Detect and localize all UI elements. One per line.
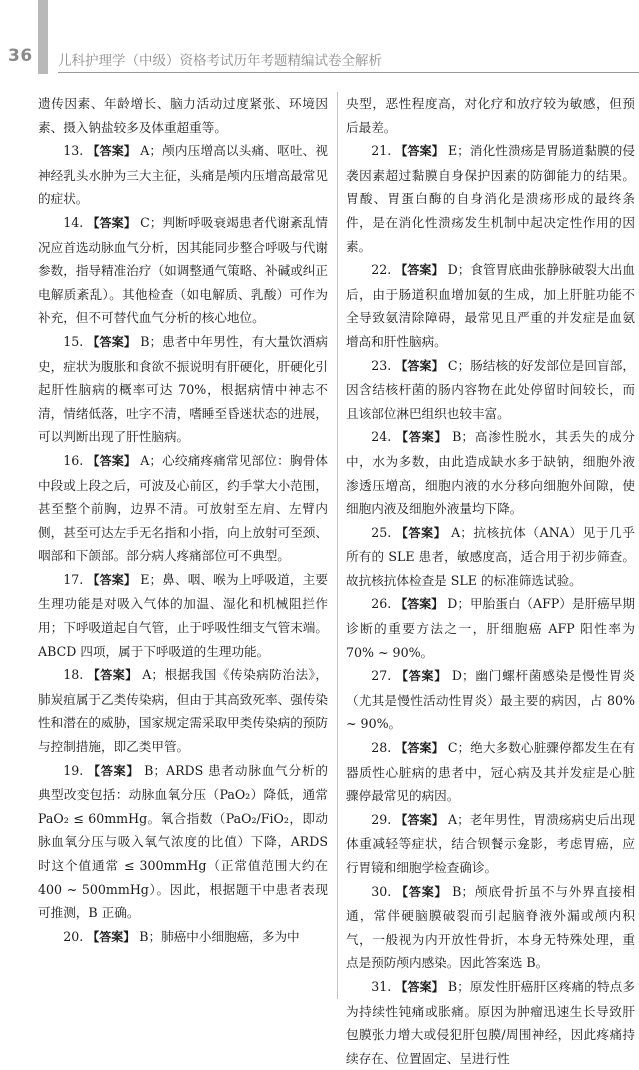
question-number: 24. — [371, 429, 392, 445]
answer-choice: A； — [443, 811, 470, 827]
answer-choice: E； — [136, 571, 163, 587]
answer-label: 【答案】 — [395, 597, 444, 612]
answer-label: 【答案】 — [395, 263, 444, 278]
answer-label: 【答案】 — [87, 144, 137, 159]
column-divider — [337, 92, 338, 999]
right-column — [346, 92, 635, 1066]
answer-label: 【答案】 — [395, 358, 444, 373]
answer-paragraph — [38, 568, 328, 663]
question-number: 15. — [63, 333, 84, 349]
paragraph-text: 心绞痛疼痛常见部位：胸骨体中段或上段之后，可波及心前区，约手掌大小范围，甚至整个前胸，边界不清。可放射至左肩、左臂内侧，甚至可达左手无名指和小指，向上放射可至颈、咽部和下颌部。部分病人疼痛部位可不典型。 — [38, 452, 328, 564]
answer-paragraph — [38, 139, 328, 211]
paragraph-text: 遗传因素、年龄增长、脑力活动过度紧张、环境因素、摄入钠盐较多及体重超重等。 — [38, 96, 328, 135]
answer-paragraph — [38, 925, 328, 950]
continued-paragraph — [38, 92, 328, 139]
answer-paragraph — [38, 330, 328, 449]
answer-paragraph — [346, 592, 635, 664]
paragraph-text: 鼻、咽、喉为上呼吸道，主要生理功能是对吸入气体的加温、湿化和机械阻拦作用；下呼吸道起自气管，止于呼吸性细支气管末端。ABCD 四项，属于下呼吸道的生理功能。 — [38, 571, 328, 659]
answer-paragraph — [346, 808, 635, 880]
paragraph-text: 甲胎蛋白（AFP）是肝癌早期诊断的重要方法之一，肝细胞癌 AFP 阳性率为 70% ~ 90%。 — [346, 596, 635, 660]
page-number: 36 — [8, 46, 33, 66]
question-number: 30. — [371, 883, 392, 899]
answer-label: 【答案】 — [396, 669, 448, 684]
question-number: 31. — [371, 978, 392, 994]
answer-choice: A； — [446, 524, 473, 540]
answer-label: 【答案】 — [395, 812, 444, 827]
answer-paragraph — [346, 425, 635, 520]
answer-choice: B； — [447, 883, 475, 899]
answer-label: 【答案】 — [395, 979, 444, 994]
question-number: 18. — [63, 667, 84, 683]
paragraph-text: 根据我国《传染病防治法》，肺炭疽属于乙类传染病，但由于其高致死率、强传染性和潜在的威胁，国家规定需采取甲类传染病的预防与控制措施，即乙类甲管。 — [38, 667, 328, 755]
answer-choice: D； — [447, 668, 475, 684]
question-number: 26. — [371, 596, 392, 612]
question-number: 13. — [63, 143, 84, 159]
answer-choice: D； — [443, 596, 470, 612]
answer-choice: E； — [443, 143, 470, 159]
header-rule — [58, 72, 639, 73]
book-title: 儿科护理学（中级）资格考试历年考题精编试卷全解析 — [58, 53, 382, 69]
paragraph-text: 绝大多数心脏骤停都发生在有器质性心脏病的患者中，冠心病及其并发症是心脏骤停最常见的病因。 — [346, 740, 635, 804]
question-number: 28. — [371, 740, 392, 756]
answer-paragraph — [38, 663, 328, 758]
answer-label: 【答案】 — [87, 929, 136, 944]
paragraph-text: ARDS 患者动脉血气分析的典型改变包括：动脉血氧分压（PaO₂）降低，通常 PaO₂ ≤ 60mmHg。氧合指数（PaO₂/FiO₂，即动脉血氧分压与吸入氧气浓度的比值）下降，ARDS 时这个值通常 ≤ 300mmHg（正常值范围大约在 400 ~ 500mmHg）。因此，根据题干中患者表现可推测，B 正确。 — [38, 762, 328, 921]
answer-paragraph — [346, 354, 635, 426]
paragraph-text: 患者中年男性，有大量饮酒病史，症状为腹胀和食欲不振说明有肝硬化，肝硬化引起肝性脑病的概率可达 70%，根据病情中神志不清，情绪低落，吐字不清，嗜睡至昏迷状态的进展，可以判断出现了肝性脑病。 — [38, 333, 328, 445]
answer-choice: B； — [447, 429, 475, 445]
paragraph-text: 食管胃底曲张静脉破裂大出血后，由于肠道积血增加氨的生成，加上肝脏功能不全导致氨清除障碍，最常见且严重的并发症是血氨增高和肝性脑病。 — [346, 262, 635, 349]
answer-label: 【答案】 — [395, 741, 444, 756]
question-number: 25. — [371, 524, 392, 540]
paragraph-text: 老年男性，胃溃疡病史后出现体重减轻等症状，结合钡餐示龛影，考虑胃癌，应行胃镜和细胞学检查确诊。 — [346, 811, 635, 875]
answer-label: 【答案】 — [88, 763, 140, 778]
paragraph-text: 央型，恶性程度高，对化疗和放疗较为敏感，但预后最差。 — [346, 96, 635, 135]
answer-paragraph — [38, 211, 328, 330]
answer-label: 【答案】 — [87, 215, 136, 230]
question-number: 14. — [63, 214, 84, 230]
answer-label: 【答案】 — [87, 334, 137, 349]
answer-choice: B； — [443, 978, 470, 994]
answer-paragraph — [346, 664, 635, 736]
answer-paragraph — [346, 736, 635, 808]
answer-paragraph — [346, 880, 635, 975]
answer-paragraph — [346, 258, 635, 353]
question-number: 19. — [63, 762, 84, 778]
paragraph-text: 判断呼吸衰竭患者代谢紊乱情况应首选动脉血气分析，因其能同步整合呼吸与代谢参数，指导精准治疗（如调整通气策略、补碱或纠正电解质紊乱）。其他检查（如电解质、乳酸）可作为补充，但不可替代血气分析的核心地位。 — [38, 214, 328, 326]
answer-choice: D； — [443, 262, 471, 278]
paragraph-text: 幽门螺杆菌感染是慢性胃炎（尤其是慢性活动性胃炎）最主要的病因，占 80% ~ 90%。 — [346, 668, 635, 732]
answer-label: 【答案】 — [87, 572, 137, 587]
left-column — [38, 92, 328, 999]
answer-choice: A； — [136, 143, 162, 159]
answer-paragraph — [346, 521, 635, 593]
paragraph-text: 消化性溃疡是胃肠道黏膜的侵袭因素超过黏膜自身保护因素的防御能力的结果。胃酸、胃蛋白酶的自身消化是溃疡形成的最终条件，是在消化性溃疡发生机制中起决定性作用的因素。 — [346, 143, 635, 254]
paragraph-text: 抗核抗体（ANA）见于几乎所有的 SLE 患者，敏感度高，适合用于初步筛查。故抗核抗体检查是 SLE 的标准筛选试验。 — [346, 524, 635, 588]
paragraph-text: 原发性肝癌肝区疼痛的特点多为持续性钝痛或胀痛。原因为肿瘤迅速生长导致肝包膜张力增大或侵犯肝包膜/周围神经，因此疼痛持续存在、位置固定、呈进行性 — [346, 978, 635, 1066]
continued-paragraph — [346, 92, 635, 139]
answer-label: 【答案】 — [87, 668, 138, 683]
answer-label: 【答案】 — [396, 430, 448, 445]
paragraph-text: 颅内压增高以头痛、呕吐、视神经乳头水肿为三大主征，头痛是颅内压增高最常见的症状。 — [38, 143, 328, 207]
page-header — [0, 46, 639, 76]
answer-choice: C； — [135, 214, 163, 230]
answer-choice: B； — [135, 928, 162, 944]
answer-label: 【答案】 — [396, 884, 448, 899]
question-number: 22. — [371, 262, 392, 278]
paragraph-text: 高渗性脱水，其丢失的成分中，水为多数，由此造成缺水多于缺钠，细胞外液渗透压增高，细胞内液的水分移向细胞外间隙，使细胞内液及细胞外液量均下降。 — [346, 429, 635, 517]
answer-choice: B； — [136, 333, 163, 349]
answer-label: 【答案】 — [395, 525, 447, 540]
paragraph-text: 肠结核的好发部位是回盲部，因含结核杆菌的肠内容物在此处停留时间较长，而且该部位淋巴组织也较丰富。 — [346, 357, 635, 421]
answer-choice: A； — [136, 452, 162, 468]
question-number: 23. — [371, 357, 392, 373]
answer-label: 【答案】 — [395, 144, 444, 159]
answer-choice: A； — [137, 667, 164, 683]
answer-paragraph — [346, 139, 635, 258]
answer-label: 【答案】 — [87, 453, 137, 468]
answer-paragraph — [346, 975, 635, 1070]
question-number: 20. — [63, 928, 84, 944]
question-number: 21. — [371, 143, 392, 159]
answer-paragraph — [38, 759, 328, 925]
paragraph-text: 颅底骨折虽不与外界直接相通，常伴硬脑膜破裂而引起脑脊液外漏或颅内积气，一般视为内开放性骨折，本身无特殊处理，重点是预防颅内感染。因此答案选 B。 — [346, 883, 635, 971]
answer-choice: B； — [139, 762, 166, 778]
question-number: 16. — [63, 452, 84, 468]
answer-choice: C； — [443, 357, 471, 373]
question-number: 29. — [371, 811, 392, 827]
answer-paragraph — [38, 449, 328, 568]
paragraph-text: 肺癌中小细胞癌，多为中 — [161, 928, 300, 944]
answer-choice: C； — [443, 740, 471, 756]
question-number: 27. — [371, 668, 392, 684]
question-number: 17. — [63, 571, 84, 587]
